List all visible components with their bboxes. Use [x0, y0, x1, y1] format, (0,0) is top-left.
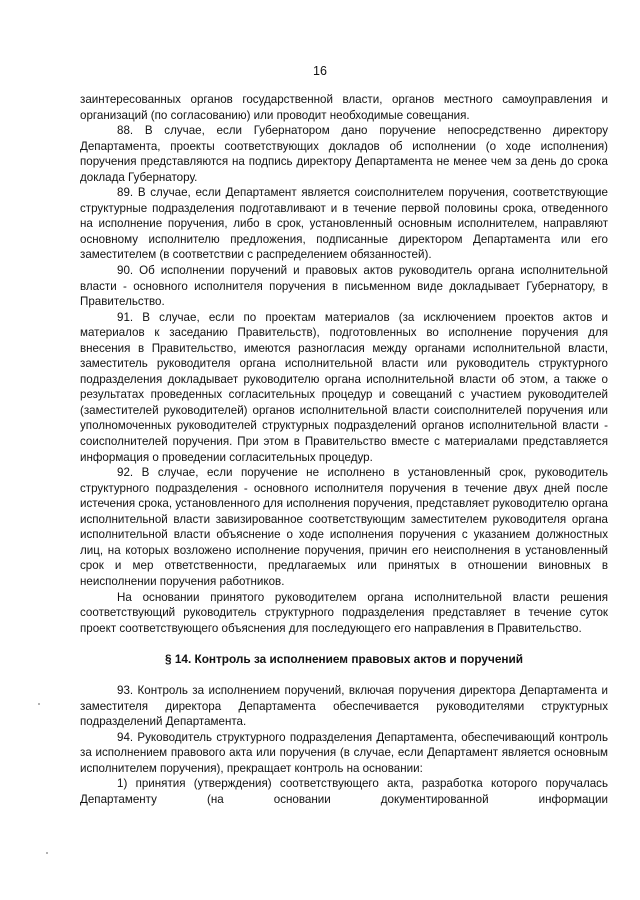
- section-heading: § 14. Контроль за исполнением правовых актов и поручений: [164, 652, 524, 667]
- paragraph-continuation: заинтересованных органов государственной власти, органов местного самоуправления и организаций (по согласованию) или проводит необходимые совещания.: [80, 93, 608, 122]
- paragraph-88: 88. В случае, если Губернатором дано поручение непосредственно директору Департамента, проекты соответствующих докладов об исполнении (о ходе исполнения) поручения представляются на подпись директору Департамента не менее чем за день до срока доклада Губернатору.: [80, 124, 608, 184]
- scan-speck: [46, 852, 48, 854]
- document-body: [80, 92, 608, 808]
- paragraph-92-decision: На основании принятого руководителем органа исполнительной власти решения соответствующий руководитель структурного подразделения представляет в течение суток проект соответствующего объяснения для последующего его направления в Правительство.: [80, 590, 608, 635]
- paragraph-93: 93. Контроль за исполнением поручений, включая поручения директора Департамента и заместителя директора Департамента обеспечивается руководителями структурных подразделений Департамента.: [80, 684, 608, 729]
- scan-speck: [38, 703, 40, 705]
- paragraph-92: 92. В случае, если поручение не исполнено в установленный срок, руководитель структурного подразделения - основного исполнителя поручения в течение двух дней после истечения срока, установленного для исполнения поручения, представляет руководителю органа исполнительной власти завизированное соответствующим заместителем руководителя органа исполнительной власти объяснение о ходе исполнения поручения с указанием должностных лиц, на которых возложено исполнение поручения, причин его неисполнения в установленный срок и мер ответственности, предлагаемых или принятых в отношении виновных в неисполнении поручения работников.: [80, 466, 608, 588]
- paragraph-91: 91. В случае, если по проектам материалов (за исключением проектов актов и материалов к заседанию Правительств), подготовленных во исполнение поручения для внесения в Правительство, имеются разногласия между органами исполнительной власти, заместитель руководителя органа исполнительной власти или руководитель структурного подразделения докладывает руководителю органа исполнительной власти об этом, а также о результатах проведенных согласительных процедур и совещаний с участием руководителей (заместителей руководителей) органов исполнительной власти соисполнителей поручения или уполномоченных руководителей структурных подразделений органов исполнительной власти - соисполнителей поручения. При этом в Правительство вместе с материалами представляется информация о проведении согласительных процедур.: [80, 310, 608, 464]
- paragraph-94: 94. Руководитель структурного подразделения Департамента, обеспечивающий контроль за исполнением правового акта или поручения (в случае, если Департамент является основным исполнителем поручения), прекращает контроль на основании:: [80, 730, 608, 775]
- paragraph-89: 89. В случае, если Департамент является соисполнителем поручения, соответствующие структурные подразделения подготавливают и в течение первой половины срока, отведенного на исполнение поручения, либо в срок, установленный основным исполнителем, направляют основному исполнителю предложения, подписанные директором Департамента или его заместителем (в соответствии с распределением обязанностей).: [80, 186, 608, 262]
- paragraph-94-item-1: 1) принятия (утверждения) соответствующего акта, разработка которого поручалась Департаменту (на основании документированной информации: [80, 777, 608, 806]
- page-number: 16: [313, 64, 327, 78]
- paragraph-90: 90. Об исполнении поручений и правовых актов руководитель органа исполнительной власти - основного исполнителя поручения в письменном виде докладывает Губернатору, в Правительство.: [80, 264, 608, 309]
